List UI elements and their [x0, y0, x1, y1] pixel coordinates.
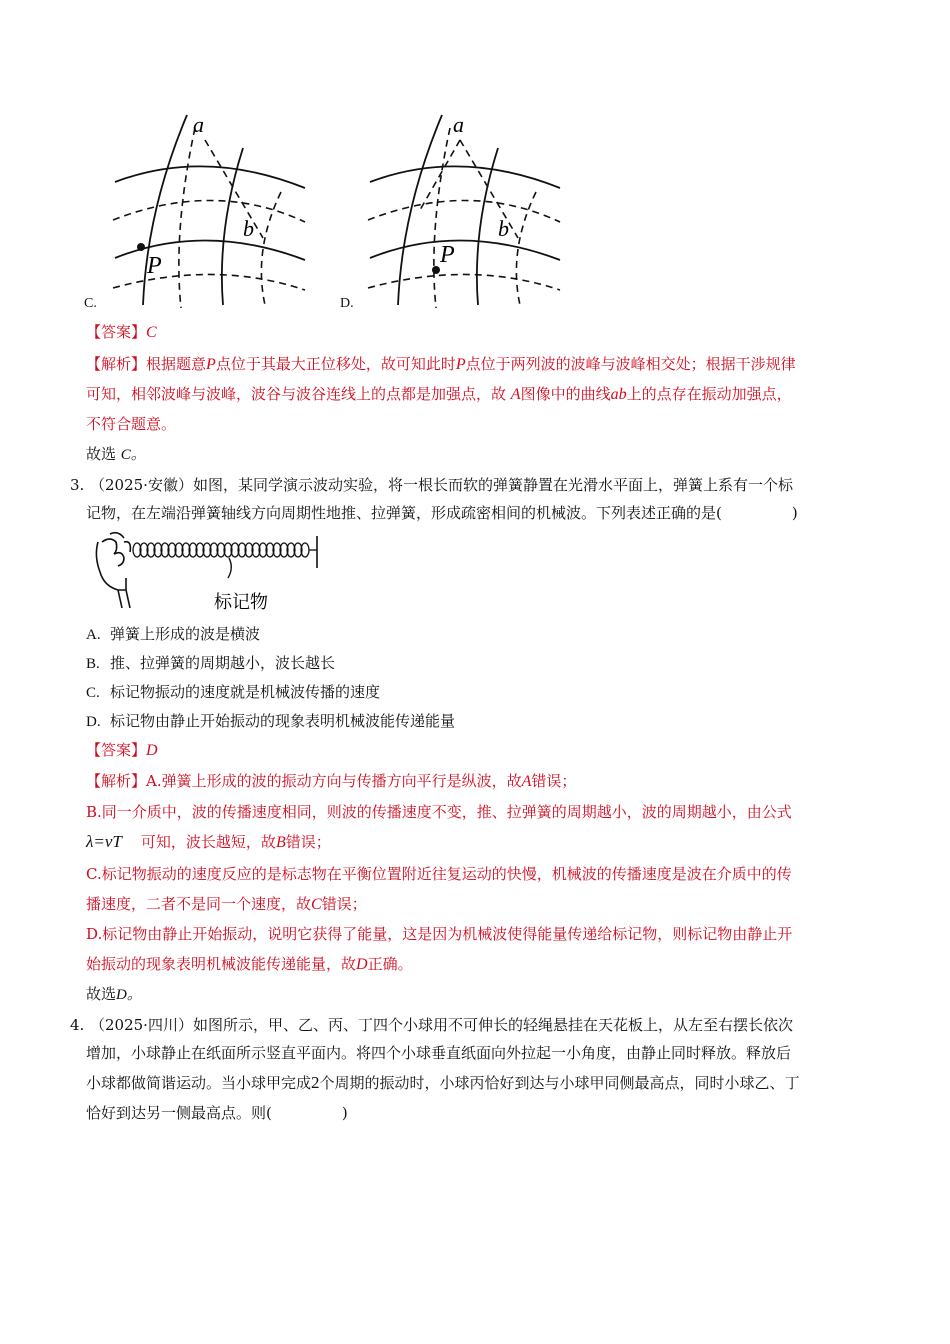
q2-analysis-line2: 可知，相邻波峰与波峰，波谷与波谷连线上的点都是加强点，故 A图像中的曲线ab上的点存在振动加强点，: [86, 385, 792, 403]
q3-analysis-b2: λ=vT 可知，波长越短，故B错误；: [86, 832, 331, 851]
q4-stem-line2: 增加，小球静止在纸面所示竖直平面内。将四个小球垂直纸面向外拉起一小角度，由静止同时释放。释放后: [86, 1044, 792, 1062]
q3-conclusion: 故选D。: [86, 985, 142, 1003]
point-b-label: b: [498, 216, 509, 241]
q2-analysis-line1: 【解析】根据题意P点位于其最大正位移处，故可知此时P点位于两列波的波峰与波峰相交处；根据干涉规律: [86, 355, 796, 373]
q3-option-a[interactable]: A. 弹簧上形成的波是横波: [86, 625, 261, 643]
q3-analysis-a: 【解析】A.弹簧上形成的波的振动方向与传播方向平行是纵波，故A错误；: [86, 772, 577, 790]
interference-figure-d: [360, 110, 580, 310]
q3-analysis-c: C.标记物振动的速度反应的是标志物在平衡位置附近往复运动的快慢，机械波的传播速度是波在介质中的传: [86, 865, 792, 883]
q4-stem-line1: 4. （2025·四川）如图所示，甲、乙、丙、丁四个小球用不可伸长的轻绳悬挂在天花板上，从左至右摆长依次: [70, 1016, 793, 1034]
q3-analysis-d2: 始振动的现象表明机械波能传递能量，故D正确。: [86, 955, 413, 973]
point-a-label: a: [453, 112, 464, 137]
q3-option-d[interactable]: D. 标记物由静止开始振动的现象表明机械波能传递能量: [86, 712, 456, 730]
q2-answer: 【答案】C: [86, 323, 157, 341]
q3-stem-line1: 3. （2025·安徽）如图，某同学演示波动实验，将一根长而软的弹簧静置在光滑水平面上，弹簧上系有一个标: [70, 476, 793, 494]
q3-answer: 【答案】D: [86, 741, 158, 759]
figure-d-label: D.: [340, 296, 354, 311]
q2-analysis-line3: 不符合题意。: [86, 415, 177, 433]
q3-analysis-b: B.同一介质中，波的传播速度相同，则波的传播速度不变，推、拉弹簧的周期越小，波的周期越小，由公式: [86, 803, 792, 821]
q3-stem-line2: 记物，在左端沿弹簧轴线方向周期性地推、拉弹簧，形成疏密相间的机械波。下列表述正确的是( ): [86, 504, 798, 522]
marker-label: 标记物: [214, 592, 268, 613]
point-p-label: P: [440, 242, 455, 268]
q2-conclusion: 故选 C。: [86, 445, 146, 463]
q3-analysis-c2: 播速度，二者不是同一个速度，故C错误；: [86, 895, 367, 913]
q3-analysis-d: D.标记物由静止开始振动，说明它获得了能量，这是因为机械波使得能量传递给标记物，则标记物由静止开: [86, 925, 793, 943]
figure-c-label: C.: [84, 296, 97, 311]
spring-figure: [88, 528, 328, 618]
interference-figure-c: [105, 110, 325, 310]
q4-stem-line4: 恰好到达另一侧最高点。则( ): [86, 1104, 348, 1122]
point-p-label: P: [147, 253, 162, 279]
q3-option-c[interactable]: C. 标记物振动的速度就是机械波传播的速度: [86, 683, 381, 701]
point-b-label: b: [243, 216, 254, 241]
q4-stem-line3: 小球都做简谐运动。当小球甲完成2个周期的振动时，小球丙恰好到达与小球甲同侧最高点，同时小球乙、丁: [86, 1073, 800, 1092]
point-a-label: a: [193, 112, 204, 137]
q3-option-b[interactable]: B. 推、拉弹簧的周期越小，波长越长: [86, 654, 336, 672]
